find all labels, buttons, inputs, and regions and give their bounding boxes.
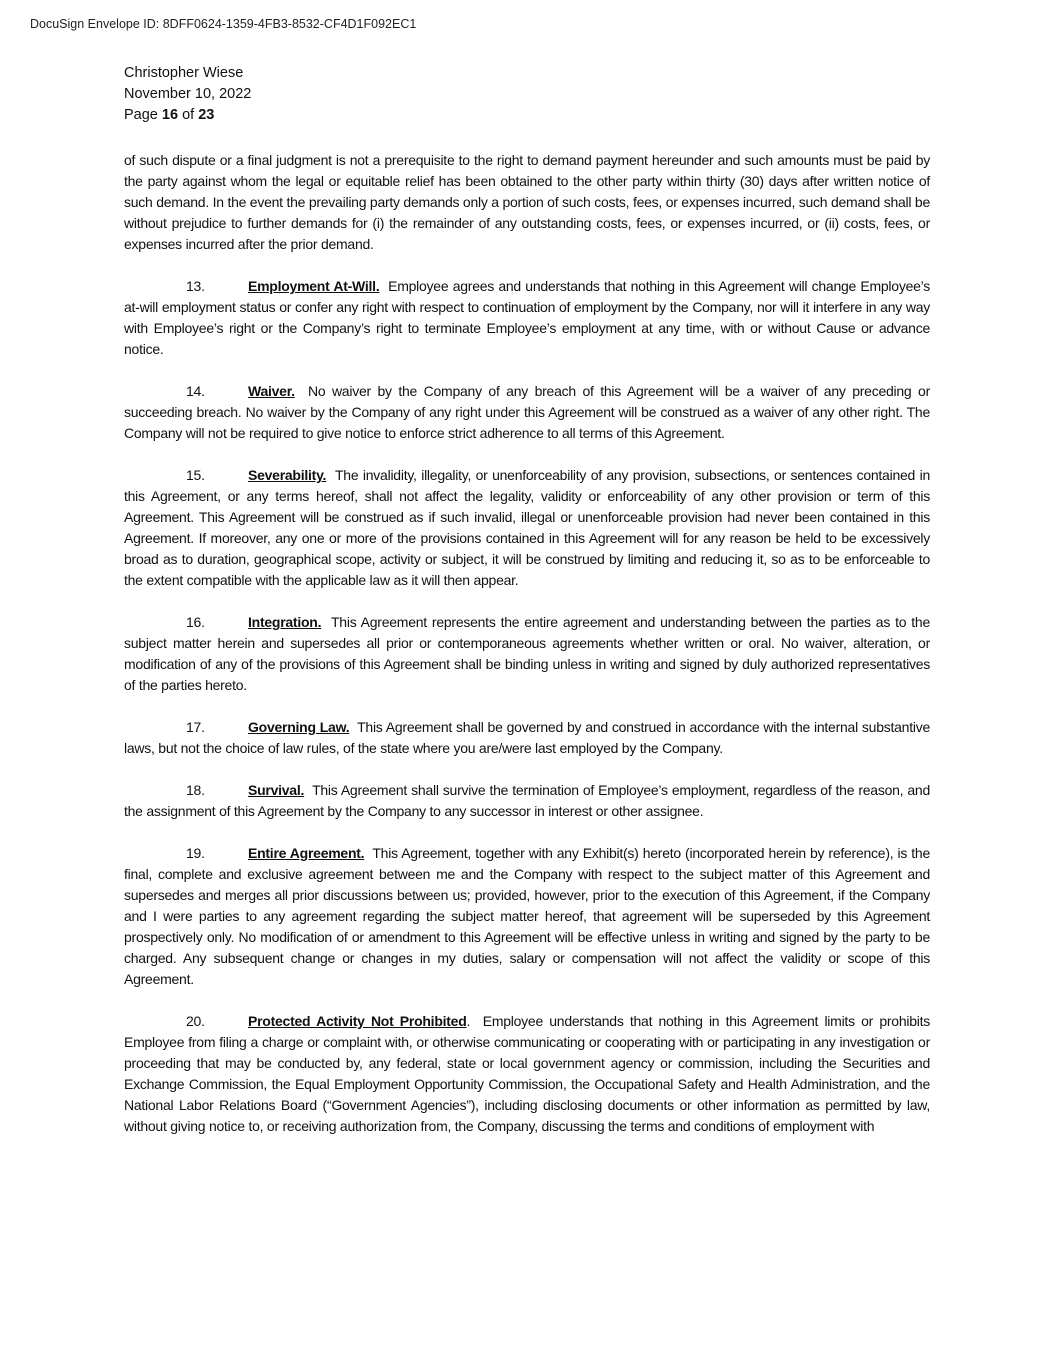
section-number: 17. [186, 719, 205, 735]
section-text: Employee agrees and understands that nothing in this Agreement will change Employee’s at-will employment status or confer any right with respect to continuation of employment by the Company, nor will it interfere in any way with Employee’s right or the Company’s right to terminate Employee’s employment at any time, with or without Cause or advance notice. [124, 278, 931, 357]
recipient-name: Christopher Wiese [124, 65, 244, 81]
section-number: 14. [186, 383, 205, 399]
intro-paragraph: of such dispute or a final judgment is not a prerequisite to the right to demand payment hereunder and such amounts must be paid by the party against whom the legal or equitable relief has been obtained to the other party within thirty (30) days after written notice of such demand. In the event the prevailing party demands only a portion of such costs, fees, or expenses incurred, such demand shall be without prejudice to further demands for (i) the remainder of any outstanding costs, fees, or expenses incurred, or (ii) costs, fees, or expenses incurred after the prior demand. [124, 152, 930, 252]
section-number: 16. [186, 614, 205, 630]
section-paragraph [124, 843, 930, 990]
section-title: Governing Law. [248, 719, 350, 735]
section-title-suffix: . [466, 1013, 471, 1029]
section-paragraph [124, 717, 930, 759]
docusign-envelope-id: DocuSign Envelope ID: 8DFF0624-1359-4FB3-8532-CF4D1F092EC1 [30, 17, 417, 31]
page-current: 16 [161, 107, 179, 123]
section-number: 18. [186, 782, 205, 798]
section-number: 20. [186, 1013, 205, 1029]
section-paragraph [124, 381, 930, 444]
page-of: of [178, 107, 199, 123]
section-number: 15. [186, 467, 205, 483]
section-paragraph [124, 1011, 930, 1137]
letter-header [124, 63, 251, 126]
section-paragraph [124, 276, 930, 360]
section-paragraph [124, 612, 930, 696]
section-number: 19. [186, 845, 205, 861]
page-total: 23 [198, 107, 215, 123]
section-title: Entire Agreement. [248, 845, 365, 861]
letter-date: November 10, 2022 [124, 86, 252, 102]
section-text: This Agreement shall survive the termination of Employee’s employment, regardless of the reason, and the assignment of this Agreement by the Company to any successor in interest or other assignee. [124, 782, 930, 819]
section-title: Severability. [248, 467, 327, 483]
section-text: This Agreement represents the entire agreement and understanding between the parties as to the subject matter herein and supersedes all prior or contemporaneous agreements whether written or oral. No waiver, alteration, or modification of any of the provisions of this Agreement shall be binding unless in writing and signed by duly authorized representatives of the parties hereto. [124, 614, 930, 693]
section-title: Integration. [248, 614, 322, 630]
section-text: The invalidity, illegality, or unenforceability of any provision, subsections, or sentences contained in this Agreement, or any terms hereof, shall not affect the legality, validity or enforceability of any other provision or term of this Agreement. This Agreement will be construed as if such invalid, illegal or unenforceable provision had never been contained in this Agreement. If moreover, any one or more of the provisions contained in this Agreement will for any reason be held to be excessively broad as to duration, geographical scope, activity or subject, it will be construed by limiting and reducing it, so as to be enforceable to the extent compatible with the applicable law as it will then appear. [124, 467, 930, 588]
section-title: Survival. [248, 782, 305, 798]
page-number [124, 105, 251, 126]
section-paragraph [124, 465, 930, 591]
section-paragraph [124, 780, 930, 822]
section-title: Protected Activity Not Prohibited [248, 1013, 467, 1029]
section-text: Employee understands that nothing in this Agreement limits or prohibits Employee from filing a charge or complaint with, or otherwise communicating or cooperating with or participating in any investigation or proceeding that may be conducted by, any federal, state or local government agency or commission, including the Securities and Exchange Commission, the Equal Employment Opportunity Commission, the Occupational Safety and Health Administration, and the National Labor Relations Board (“Government Agencies”), including disclosing documents or other information as permitted by law, without giving notice to, or receiving authorization from, the Company, discussing the terms and conditions of employment with [124, 1013, 930, 1134]
document-body [124, 150, 930, 1158]
section-text: No waiver by the Company of any breach of this Agreement will be a waiver of any preceding or succeeding breach. No waiver by the Company of any right under this Agreement will be construed as a waiver of any other right. The Company will not be required to give notice to enforce strict adherence to all terms of this Agreement. [124, 383, 931, 441]
section-title: Employment At-Will. [248, 278, 380, 294]
section-text: This Agreement shall be governed by and construed in accordance with the internal substantive laws, but not the choice of law rules, of the state where you are/were last employed by the Company. [124, 719, 930, 756]
section-number: 13. [186, 278, 205, 294]
page-prefix: Page [124, 107, 162, 123]
section-title: Waiver. [248, 383, 295, 399]
section-text: This Agreement, together with any Exhibit(s) hereto (incorporated herein by reference), is the final, complete and exclusive agreement between me and the Company with respect to the subject matter of this Agreement and supersedes and merges all prior discussions between us; provided, however, prior to the execution of this Agreement, if the Company and I were parties to any agreement regarding the subject matter hereof, that agreement will be superseded by this Agreement prospectively only. No modification of or amendment to this Agreement will be effective unless in writing and signed by the party to be charged. Any subsequent change or changes in my duties, salary or compensation will not affect the validity or scope of this Agreement. [124, 845, 930, 987]
